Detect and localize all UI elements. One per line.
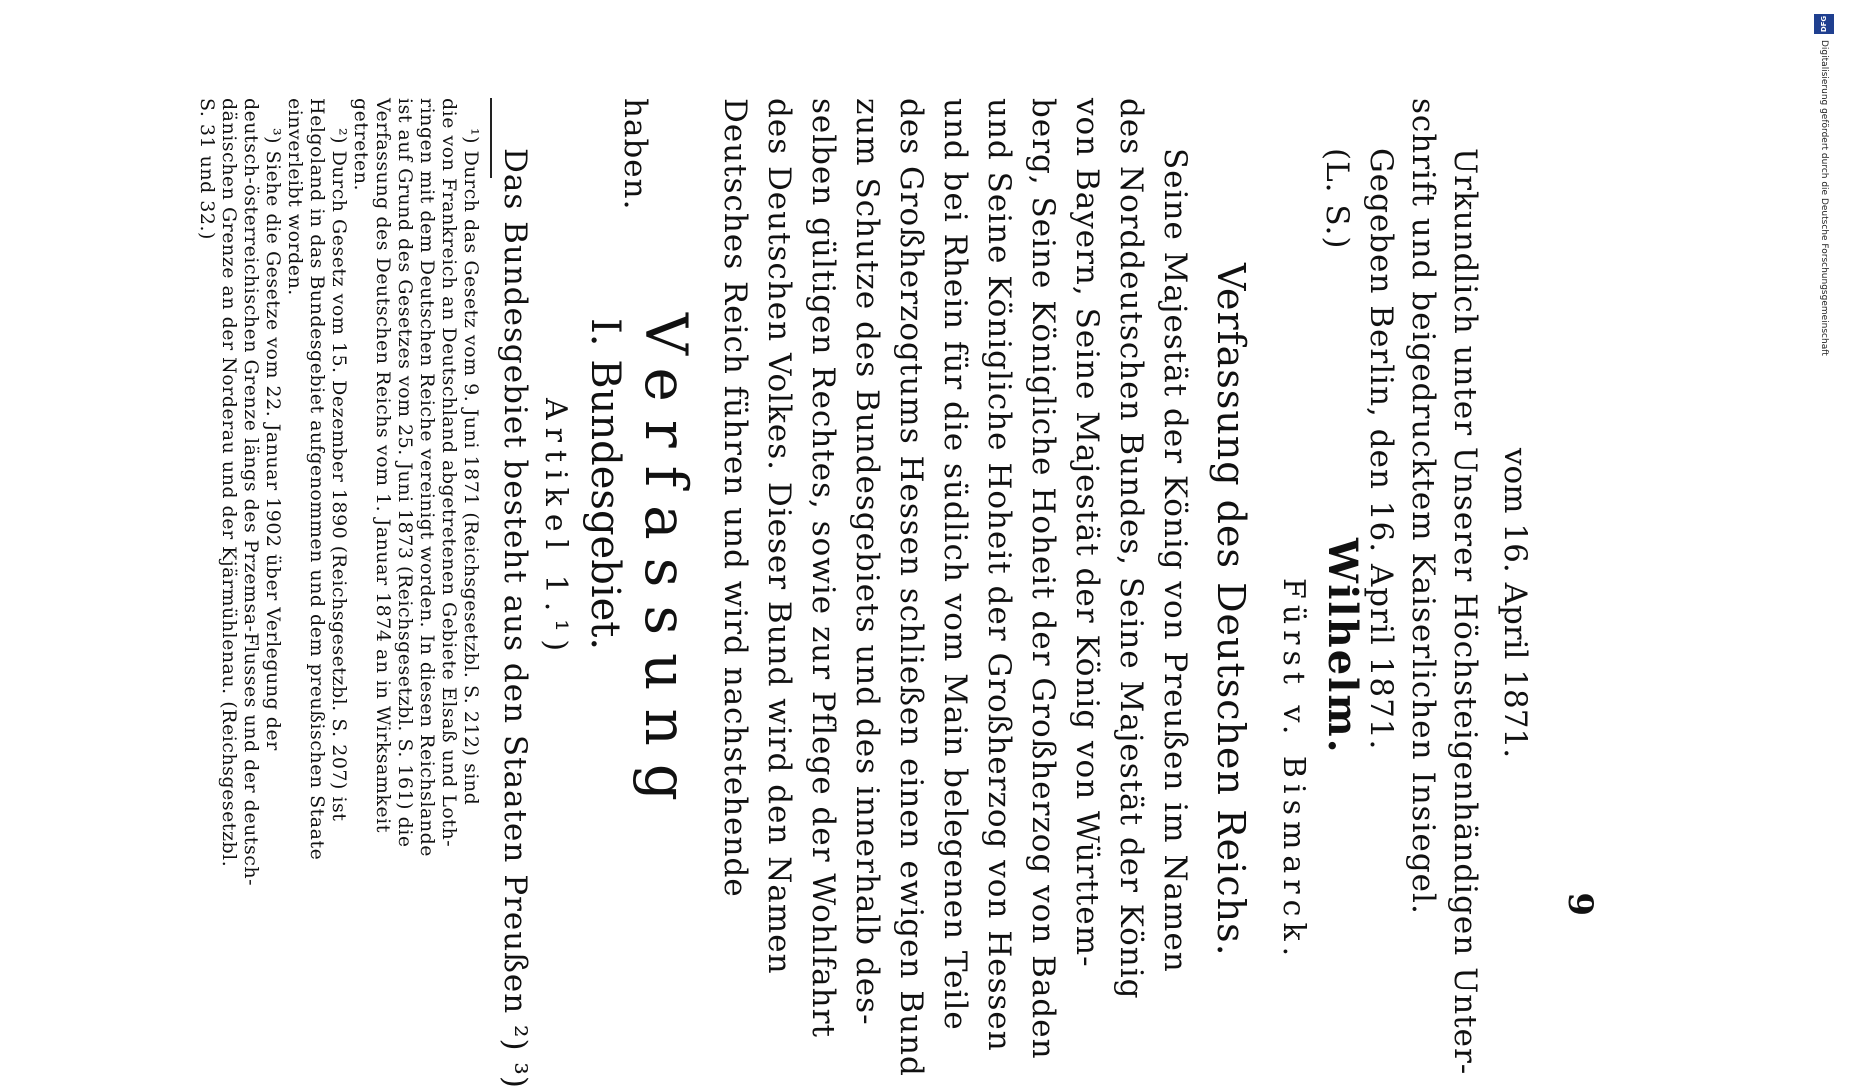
article-heading: Artikel 1.¹) [538, 398, 573, 660]
preamble-line-7: des Großherzogtums Hessen schließen einen ewigen Bund [893, 98, 929, 1077]
footnote-line: einverleibt worden. [284, 98, 306, 296]
footnote-line: Helgoland in das Bundesgebiet aufgenommen und dem preußischen Staate [306, 98, 328, 861]
footnote-line: ²) Durch Gesetz vom 15. Dezember 1890 (Reichsgesetzbl. S. 207) ist [328, 128, 350, 822]
preamble-line-8: zum Schutze des Bundesgebiets und des innerhalb des- [849, 98, 885, 1026]
footnote-line: S. 31 und 32.) [196, 98, 218, 240]
preamble-line-2: des Norddeutschen Bundes, Seine Majestät der König [1113, 98, 1149, 1000]
footnote-line: ³) Siehe die Gesetze vom 22. Januar 1902 über Verlegung der [262, 128, 284, 751]
page-number: 9 [1560, 892, 1600, 916]
preamble-line-6: und bei Rhein für die südlich vom Main belegenen Teile [937, 98, 973, 1031]
signature-wilhelm: Wilhelm. [1319, 538, 1366, 755]
preamble-line-10: des Deutschen Volkes. Dieser Bund wird den Namen [761, 98, 797, 975]
preamble-line-11: Deutsches Reich führen und wird nachstehende [717, 98, 753, 898]
section-heading: I. Bundesgebiet. [582, 318, 628, 651]
footnote-line: dänischen Grenze an der Norderau und der Kjärmühlenau. (Reichsgesetzbl. [218, 98, 240, 868]
verfassung-title: Verfassung [632, 313, 700, 820]
digitization-credit [1814, 10, 1836, 1000]
dfg-logo-icon: DFG [1814, 14, 1834, 34]
given-line: Gegeben Berlin, den 16. April 1871. [1363, 148, 1399, 751]
seal-mark: (L. S.) [1319, 148, 1355, 250]
footnote-line: ringen mit dem Deutschen Reiche vereinigt worden. In diesen Reichslande [416, 98, 438, 857]
preamble-line-1: Seine Majestät der König von Preußen im Namen [1157, 148, 1193, 973]
date-line: vom 16. April 1871. [1497, 448, 1533, 759]
rotated-scan-page [196, 68, 1600, 1089]
promulgation-line-2: schrift und beigedrucktem Kaiserlichen Insiegel. [1405, 98, 1441, 915]
promulgation-line-1: Urkundlich unter Unserer Höchsteigenhändigen Unter- [1447, 148, 1483, 1076]
preamble-line-9: selben gültigen Rechtes, sowie zur Pflege der Wohlfahrt [805, 98, 841, 1038]
footnote-rule [490, 98, 492, 178]
constitution-heading: Verfassung des Deutschen Reichs. [1209, 263, 1253, 957]
preamble-line-3: von Bayern, Seine Majestät der König von Württem- [1069, 98, 1105, 968]
footnote-line: getreten. [350, 98, 372, 192]
countersign-bismarck: Fürst v. Bismarck. [1276, 578, 1311, 963]
preamble-line-4: berg, Seine Königliche Hoheit der Großherzog von Baden [1025, 98, 1061, 1060]
footnote-line: deutsch-österreichischen Grenze längs des Przemsa-Flusses und der deutsch- [240, 98, 262, 887]
footnote-line: Verfassung des Deutschen Reichs vom 1. Januar 1874 an in Wirksamkeit [372, 98, 394, 833]
footnote-line: die von Frankreich an Deutschland abgetretenen Gebiete Elsaß und Loth- [438, 98, 460, 848]
footnote-line: ist auf Grund des Gesetzes vom 25. Juni 1873 (Reichsgesetzbl. S. 161) die [394, 98, 416, 848]
haben-line: haben. [617, 98, 653, 211]
footnote-line: ¹) Durch das Gesetz vom 9. Juni 1871 (Reichsgesetzbl. S. 212) sind [460, 128, 482, 806]
credit-text: Digitalisierung gefördert durch die Deutsche Forschungsgemeinschaft [1819, 40, 1829, 356]
article-text: Das Bundesgebiet besteht aus den Staaten Preußen ²) ³) [497, 148, 533, 1089]
preamble-line-5: und Seine Königliche Hoheit der Großherzog von Hessen [981, 98, 1017, 1052]
